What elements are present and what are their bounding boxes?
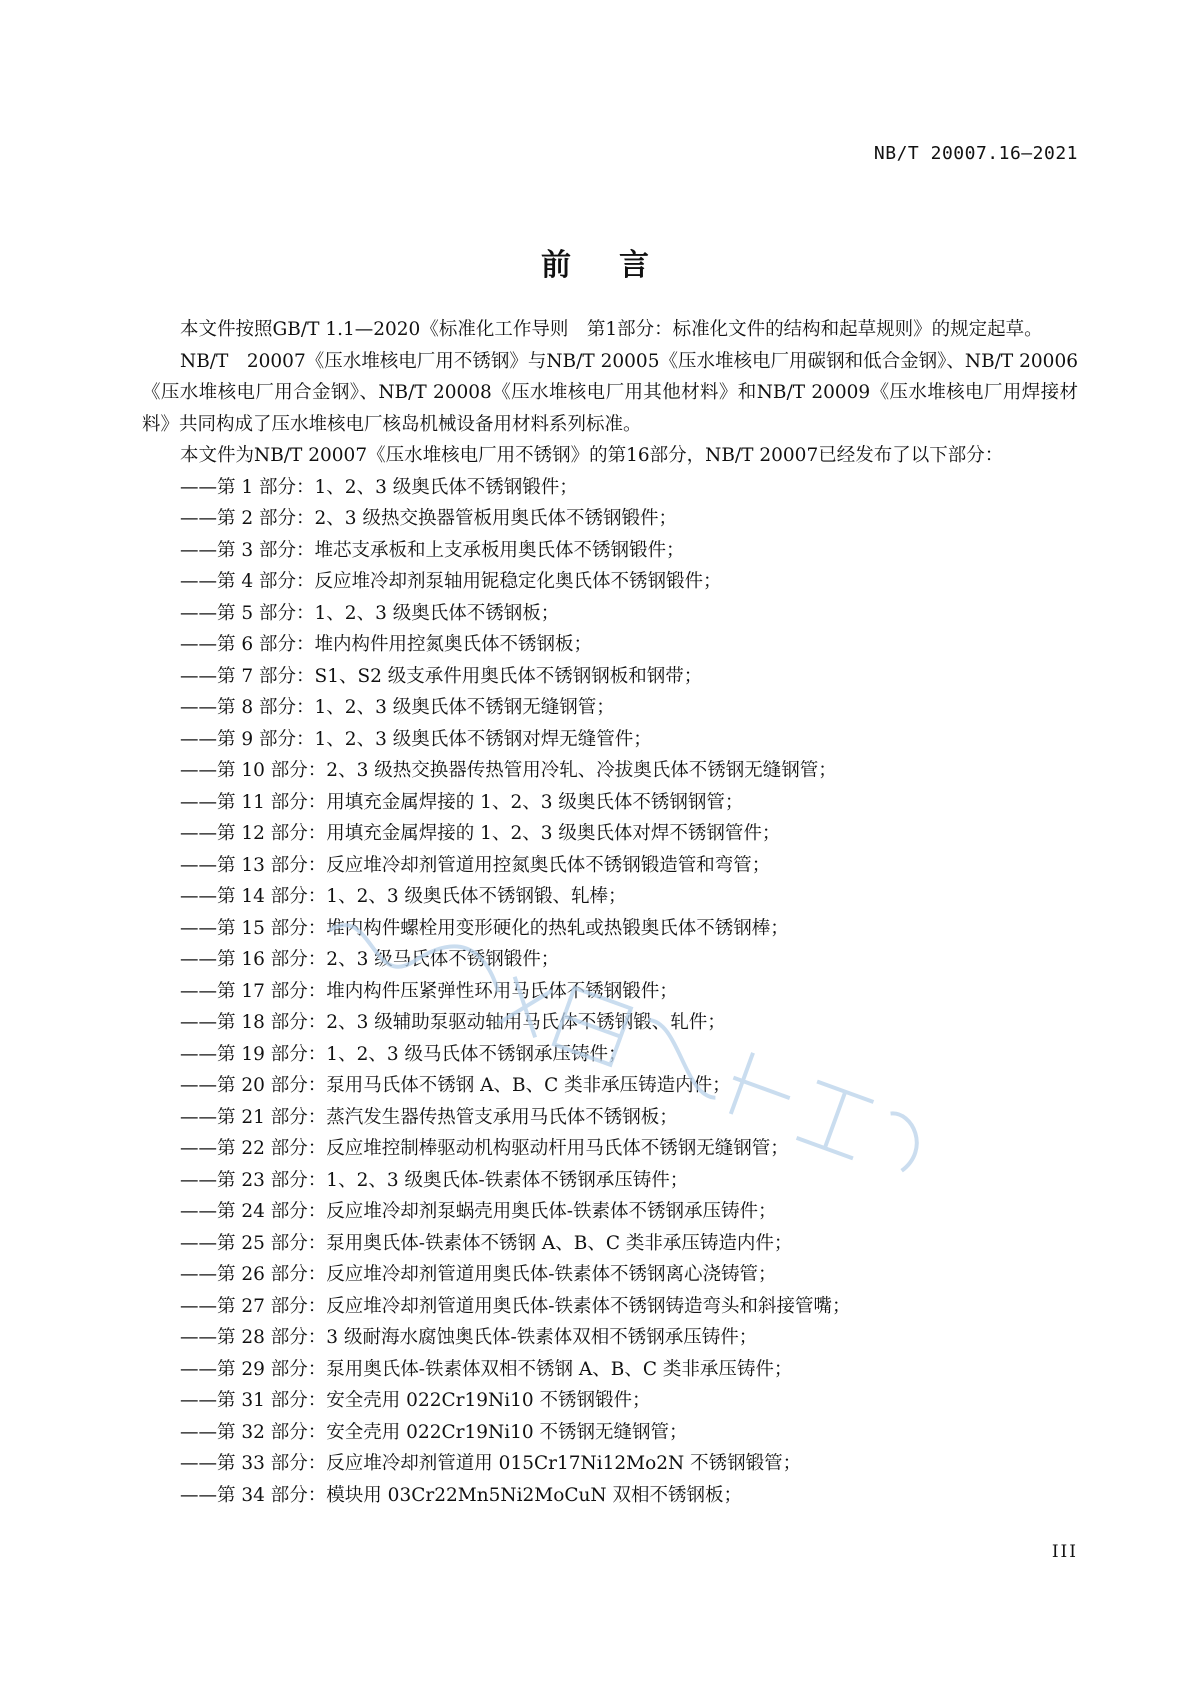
list-item: ——第 21 部分：蒸汽发生器传热管支承用马氏体不锈钢板；	[180, 1106, 678, 1128]
list-item: ——第 6 部分：堆内构件用控氮奥氏体不锈钢板；	[180, 634, 593, 655]
page-title: 前言	[541, 248, 697, 283]
parts-list	[142, 472, 1078, 1512]
list-item: ——第 25 部分：泵用奥氏体-铁素体不锈钢 A、B、C 类非承压铸造内件；	[180, 1232, 793, 1254]
list-item: ——第 7 部分：S1、S2 级支承件用奥氏体不锈钢钢板和钢带；	[180, 665, 703, 687]
list-item: ——第 11 部分：用填充金属焊接的 1、2、3 级奥氏体不锈钢钢管；	[180, 791, 744, 813]
list-item: ——第 16 部分：2、3 级马氏体不锈钢锻件；	[180, 949, 560, 970]
list-item: ——第 15 部分：堆内构件螺栓用变形硬化的热轧或热锻奥氏体不锈钢棒；	[180, 917, 789, 939]
list-item: ——第 28 部分：3 级耐海水腐蚀奥氏体-铁素体双相不锈钢承压铸件；	[180, 1327, 758, 1348]
list-item: ——第 17 部分：堆内构件压紧弹性环用马氏体不锈钢锻件；	[180, 980, 678, 1002]
list-item: ——第 2 部分：2、3 级热交换器管板用奥氏体不锈钢锻件；	[180, 508, 677, 529]
paragraph-parts-intro: 本文件为NB/T 20007《压水堆核电厂用不锈钢》的第16部分，NB/T 20007已经发布了以下部分：	[180, 445, 1004, 466]
list-item: ——第 1 部分：1、2、3 级奥氏体不锈钢锻件；	[180, 476, 578, 498]
paragraph-drafting-rules: 本文件按照GB/T 1.1—2020《标准化工作导则 第1部分：标准化文件的结构和起草规则》的规定起草。	[180, 319, 1043, 340]
list-item: ——第 9 部分：1、2、3 级奥氏体不锈钢对焊无缝管件；	[180, 728, 652, 750]
standard-code: NB/T 20007.16—2021	[873, 143, 1078, 164]
list-item: ——第 23 部分：1、2、3 级奥氏体-铁素体不锈钢承压铸件；	[180, 1169, 689, 1191]
list-item: ——第 29 部分：泵用奥氏体-铁素体双相不锈钢 A、B、C 类非承压铸件；	[180, 1358, 793, 1380]
list-item: ——第 5 部分：1、2、3 级奥氏体不锈钢板；	[180, 602, 560, 624]
list-item: ——第 26 部分：反应堆冷却剂管道用奥氏体-铁素体不锈钢离心浇铸管；	[180, 1264, 777, 1285]
paragraph-series-standards: NB/T 20007《压水堆核电厂用不锈钢》与NB/T 20005《压水堆核电厂用碳钢和低合金钢》、NB/T 20006《压水堆核电厂用合金钢》、NB/T 20008《压水堆核电厂用其他材料》和NB/T 20009《压水堆核电厂用焊接材料》共同构成了压水堆核电厂核岛机械设备用材料系列标准。	[142, 350, 1078, 435]
list-item: ——第 3 部分：堆芯支承板和上支承板用奥氏体不锈钢锻件；	[180, 539, 685, 561]
list-item: ——第 22 部分：反应堆控制棒驱动机构驱动杆用马氏体不锈钢无缝钢管；	[180, 1138, 789, 1159]
list-item: ——第 34 部分：模块用 03Cr22Mn5Ni2MoCuN 双相不锈钢板；	[180, 1484, 742, 1506]
list-item: ——第 20 部分：泵用马氏体不锈钢 A、B、C 类非承压铸造内件；	[180, 1075, 731, 1096]
list-item: ——第 10 部分：2、3 级热交换器传热管用冷轧、冷拔奥氏体不锈钢无缝钢管；	[180, 760, 837, 781]
list-item: ——第 4 部分：反应堆冷却剂泵轴用铌稳定化奥氏体不锈钢锻件；	[180, 571, 722, 592]
document-body	[142, 314, 1078, 1511]
list-item: ——第 24 部分：反应堆冷却剂泵蜗壳用奥氏体-铁素体不锈钢承压铸件；	[180, 1201, 777, 1222]
list-item: ——第 12 部分：用填充金属焊接的 1、2、3 级奥氏体对焊不锈钢管件；	[180, 823, 781, 844]
list-item: ——第 27 部分：反应堆冷却剂管道用奥氏体-铁素体不锈钢铸造弯头和斜接管嘴；	[180, 1295, 851, 1317]
list-item: ——第 19 部分：1、2、3 级马氏体不锈钢承压铸件；	[180, 1043, 627, 1065]
list-item: ——第 13 部分：反应堆冷却剂管道用控氮奥氏体不锈钢锻造管和弯管；	[180, 854, 771, 876]
list-item: ——第 31 部分：安全壳用 022Cr19Ni10 不锈钢锻件；	[180, 1390, 651, 1411]
list-item: ——第 18 部分：2、3 级辅助泵驱动轴用马氏体不锈钢锻、轧件；	[180, 1012, 726, 1033]
list-item: ——第 33 部分：反应堆冷却剂管道用 015Cr17Ni12Mo2N 不锈钢锻管；	[180, 1453, 802, 1474]
list-item: ——第 8 部分：1、2、3 级奥氏体不锈钢无缝钢管；	[180, 697, 615, 718]
page-number: III	[1051, 1542, 1078, 1562]
list-item: ——第 14 部分：1、2、3 级奥氏体不锈钢锻、轧棒；	[180, 886, 627, 907]
list-item: ——第 32 部分：安全壳用 022Cr19Ni10 不锈钢无缝钢管；	[180, 1421, 688, 1443]
